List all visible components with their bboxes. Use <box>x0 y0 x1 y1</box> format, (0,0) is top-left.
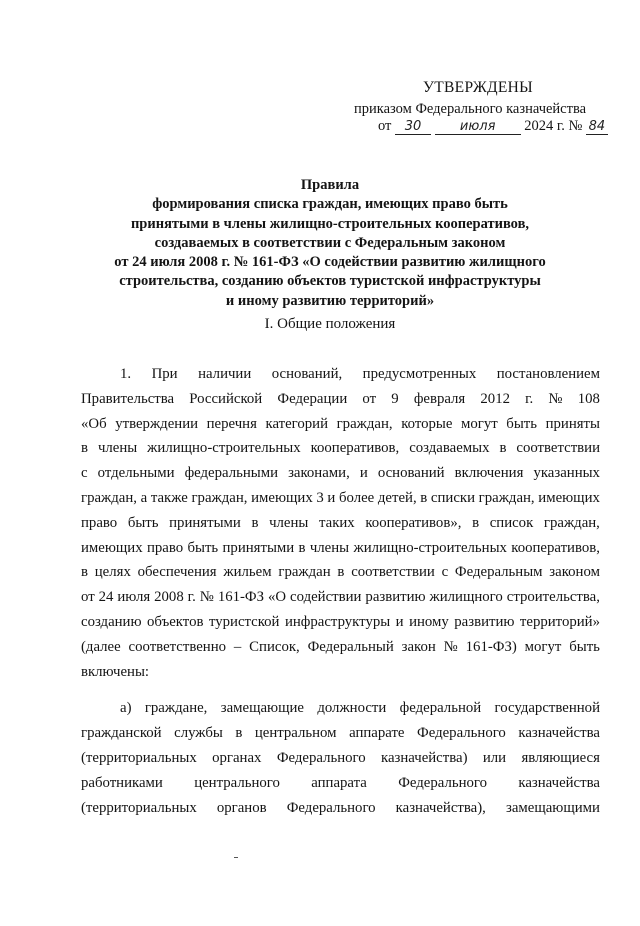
scan-speck <box>234 857 238 858</box>
text-word: туристской <box>208 613 280 630</box>
approval-date-line <box>378 118 608 135</box>
text-word: Правительства <box>81 390 175 407</box>
text-word: Федерального <box>286 799 376 816</box>
text-line <box>81 721 600 746</box>
text-word: могут <box>461 415 498 432</box>
text-word: иному <box>409 613 449 630</box>
text-word: являющиеся <box>521 749 600 766</box>
text-word: члены <box>269 514 309 531</box>
text-word: а) <box>120 700 132 717</box>
text-word: оснований, <box>271 366 343 382</box>
title-line: Правила <box>300 177 360 193</box>
text-word: 2012 <box>480 390 510 407</box>
text-word: в <box>499 440 507 457</box>
text-word: законом <box>549 564 600 581</box>
text-word: соответственно <box>128 638 227 655</box>
text-word: Федерального <box>398 774 487 791</box>
text-word: кооперативов», <box>365 514 462 531</box>
text-word: (территориальных <box>81 799 197 816</box>
text-word: казначейства), <box>395 799 486 816</box>
text-word: 2008 <box>154 589 184 606</box>
text-line <box>81 746 600 771</box>
text-word: граждан, <box>336 415 393 432</box>
text-word: февраля <box>413 390 466 407</box>
text-word: целях <box>94 564 131 581</box>
text-word: 24 <box>98 589 114 606</box>
text-word: могут <box>524 638 562 655</box>
title-line: от 24 июля 2008 г. № 161-ФЗ «О содействии развитию жилищного <box>114 254 546 271</box>
text-word: Российской <box>189 390 263 407</box>
text-word: г. <box>525 390 534 407</box>
handwritten-order-number: 84 <box>586 120 608 135</box>
text-word: и <box>359 465 368 482</box>
text-word: службы <box>174 725 223 742</box>
text-word: в <box>298 539 306 556</box>
document-body <box>81 362 600 820</box>
text-word: центрального <box>194 774 280 791</box>
text-word: кооперативов, <box>511 539 600 556</box>
text-word: № <box>443 638 458 655</box>
text-word: указанных <box>533 465 600 482</box>
text-word: имеющих <box>81 539 143 556</box>
text-word: от <box>362 390 377 407</box>
text-word: объектов <box>147 613 204 630</box>
paragraph-1 <box>81 362 600 660</box>
text-word: граждан, <box>191 489 248 506</box>
text-word: а <box>140 489 148 506</box>
text-word: органов <box>216 799 267 816</box>
text-word: соответствии <box>516 440 600 457</box>
text-line <box>81 771 600 796</box>
text-word: (далее <box>81 638 121 655</box>
text-word: списки <box>430 489 476 506</box>
text-word: принятыми <box>222 539 295 556</box>
text-word: июля <box>117 589 151 606</box>
text-word: жилищного <box>429 589 503 606</box>
text-word: г. <box>187 589 196 606</box>
handwritten-month: июля <box>435 120 521 135</box>
text-word: утверждении <box>115 415 199 432</box>
text-word: федеральными <box>184 465 278 482</box>
text-word: в <box>337 564 345 581</box>
text-line <box>81 436 600 461</box>
text-word: № <box>199 589 214 606</box>
text-word: оснований <box>377 465 445 482</box>
text-word: гражданской <box>81 725 162 742</box>
text-word: 161-ФЗ <box>217 589 265 606</box>
text-word: в <box>472 514 480 531</box>
text-line <box>81 635 600 660</box>
text-word: строительства, <box>506 589 600 606</box>
text-word: быть <box>187 539 219 556</box>
text-word: «Об <box>81 415 107 432</box>
text-line <box>81 696 600 721</box>
text-word: приняты <box>545 415 600 432</box>
text-word: (территориальных <box>81 749 197 766</box>
text-word: более <box>338 489 375 506</box>
text-word: кооперативов, <box>310 440 400 457</box>
text-line <box>81 585 600 610</box>
title-line: строительства, созданию объектов туристской инфраструктуры <box>119 273 541 290</box>
text-word: категорий <box>265 415 329 432</box>
text-word: перечня <box>206 415 257 432</box>
text-word: замещающими <box>506 799 600 816</box>
text-line <box>81 511 600 536</box>
section-heading: I. Общие положения <box>264 316 396 332</box>
text-word: с <box>81 465 88 482</box>
text-word: также <box>150 489 188 506</box>
text-word: жилищно-строительных <box>353 539 507 556</box>
text-word: аппарате <box>349 725 405 742</box>
text-word: должности <box>317 700 387 717</box>
text-word: быть <box>127 514 159 531</box>
text-word: казначейства <box>518 725 600 742</box>
text-word: граждан, <box>478 489 535 506</box>
text-word: содействии <box>290 589 362 606</box>
text-line <box>81 486 600 511</box>
document-title <box>60 176 600 311</box>
text-word: 108 <box>577 390 600 407</box>
text-word: которые <box>401 415 453 432</box>
text-word: обеспечения <box>137 564 217 581</box>
text-word: жильем <box>223 564 272 581</box>
text-word: созданию <box>81 613 142 630</box>
text-word: члены <box>309 539 350 556</box>
text-word: органах <box>212 749 262 766</box>
text-word: или <box>482 749 507 766</box>
text-word: казначейства) <box>380 749 468 766</box>
text-word: Федерации <box>277 390 348 407</box>
text-line <box>81 362 600 387</box>
text-word: граждан <box>278 564 331 581</box>
text-line <box>81 461 600 486</box>
approval-title: УТВЕРЖДЕНЫ <box>423 79 533 96</box>
text-word: в <box>251 514 259 531</box>
text-word: 161-ФЗ) <box>465 638 517 655</box>
text-word: быть <box>569 638 600 655</box>
text-word: При <box>151 366 178 382</box>
title-line: и иному развитию территорий» <box>225 292 435 309</box>
text-line <box>81 560 600 585</box>
text-word: развитию <box>454 613 515 630</box>
title-line: формирования списка граждан, имеющих право быть <box>152 196 508 213</box>
text-word: федеральной <box>399 700 482 717</box>
text-word: законами, <box>288 465 350 482</box>
text-word: наличии <box>198 366 252 382</box>
text-word: Федеральным <box>454 564 543 581</box>
date-year: 2024 г. № <box>524 118 583 134</box>
text-line <box>81 387 600 412</box>
text-word: в <box>235 725 243 742</box>
text-word: казначейства <box>518 774 600 791</box>
text-word: развитию <box>365 589 426 606</box>
text-word: быть <box>506 415 537 432</box>
text-word: члены <box>97 440 138 457</box>
text-word: жилищно-строительных <box>147 440 301 457</box>
text-word: право <box>146 539 184 556</box>
text-word: и <box>395 613 404 630</box>
text-line <box>81 660 600 685</box>
title-line: принятыми в члены жилищно-строительных кооперативов, <box>130 215 530 232</box>
text-word: от <box>81 589 95 606</box>
text-line <box>81 412 600 437</box>
text-line <box>81 796 600 821</box>
text-word: 1. <box>120 366 132 382</box>
text-word: таких <box>318 514 355 531</box>
text-word: включены: <box>81 663 150 680</box>
text-word: государственной <box>494 700 600 717</box>
text-line <box>81 536 600 561</box>
text-word: имеющих <box>251 489 313 506</box>
text-word: имеющих <box>538 489 600 506</box>
text-word: Федерального <box>276 749 366 766</box>
text-word: список <box>489 514 534 531</box>
text-word: и <box>327 489 336 506</box>
text-word: инфраструктуры <box>284 613 391 630</box>
date-prefix: от <box>378 118 392 134</box>
approval-order-line: приказом Федерального казначейства <box>354 101 587 117</box>
text-word: принятыми <box>169 514 241 531</box>
text-word: Федерального <box>417 725 506 742</box>
handwritten-day: 30 <box>395 120 431 135</box>
text-word: № <box>548 390 563 407</box>
text-word: территорий» <box>519 613 600 630</box>
text-word: замещающие <box>220 700 304 717</box>
text-word: аппарата <box>311 774 367 791</box>
text-word: право <box>81 514 118 531</box>
text-line <box>81 610 600 635</box>
text-word: центральном <box>254 725 337 742</box>
text-word: закон <box>401 638 436 655</box>
text-word: в <box>81 564 88 581</box>
text-word: соответствии <box>351 564 435 581</box>
text-word: детей, <box>377 489 417 506</box>
text-word: постановлением <box>496 366 600 382</box>
text-word: отдельными <box>97 465 175 482</box>
text-word: работниками <box>81 774 163 791</box>
text-word: – <box>233 638 242 655</box>
text-word: граждан, <box>81 489 137 506</box>
text-word: создаваемых <box>409 440 490 457</box>
text-word: в <box>81 440 88 457</box>
text-word: в <box>420 489 428 506</box>
text-word: граждане, <box>144 700 208 717</box>
paragraph-2 <box>81 696 600 820</box>
text-word: предусмотренных <box>362 366 477 382</box>
text-word: 3 <box>316 489 324 506</box>
text-word: Список, <box>249 638 300 655</box>
text-word: «О <box>268 589 287 606</box>
text-word: граждан, <box>543 514 600 531</box>
text-word: включения <box>454 465 524 482</box>
text-word: с <box>441 564 449 581</box>
text-word: Федеральный <box>307 638 394 655</box>
title-line: создаваемых в соответствии с Федеральным законом <box>154 234 506 251</box>
text-word: 9 <box>391 390 399 407</box>
